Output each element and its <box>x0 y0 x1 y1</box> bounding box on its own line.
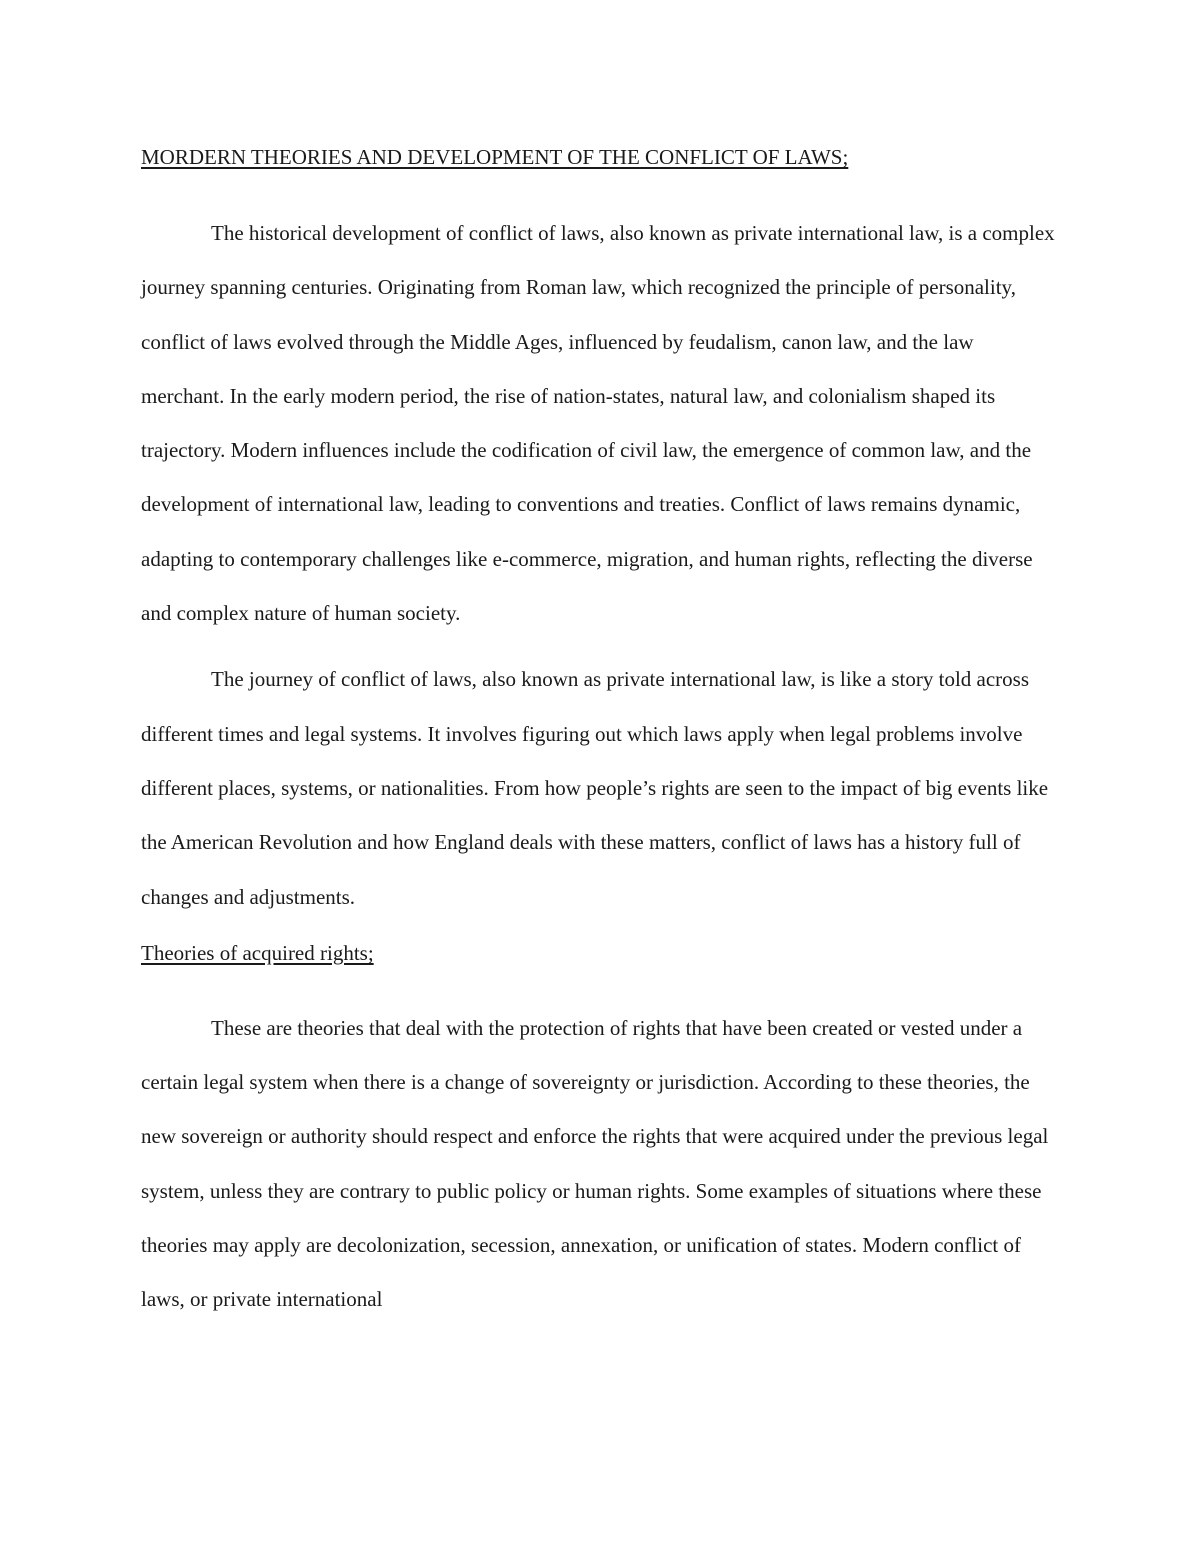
document-body <box>141 140 1061 1327</box>
paragraph-journey: The journey of conflict of laws, also known as private international law, is like a story told across different times and legal systems. It involves figuring out which laws apply when legal problems involve different places, systems, or nationalities. From how people’s rights are seen to the impact of big events like the American Revolution and how England deals with these matters, conflict of laws has a history full of changes and adjustments. <box>141 667 1049 909</box>
paragraph-historical-development: The historical development of conflict of laws, also known as private international law, is a complex journey spanning centuries. Originating from Roman law, which recognized the principle of personality, conflict of laws evolved through the Middle Ages, influenced by feudalism, canon law, and the law merchant. In the early modern period, the rise of nation-states, natural law, and colonialism shaped its trajectory. Modern influences include the codification of civil law, the emergence of common law, and the development of international law, leading to conventions and treaties. Conflict of laws remains dynamic, adapting to contemporary challenges like e-commerce, migration, and human rights, reflecting the diverse and complex nature of human society. <box>141 221 1055 626</box>
paragraph-acquired-rights: These are theories that deal with the protection of rights that have been created or vested under a certain legal system when there is a change of sovereignty or jurisdiction. According to these theories, the new sovereign or authority should respect and enforce the rights that were acquired under the previous legal system, unless they are contrary to public policy or human rights. Some examples of situations where these theories may apply are decolonization, secession, annexation, or unification of states. Modern conflict of laws, or private international <box>141 1015 1049 1312</box>
main-heading: MORDERN THEORIES AND DEVELOPMENT OF THE CONFLICT OF LAWS; <box>141 145 849 169</box>
sub-heading-acquired-rights: Theories of acquired rights; <box>141 940 374 965</box>
